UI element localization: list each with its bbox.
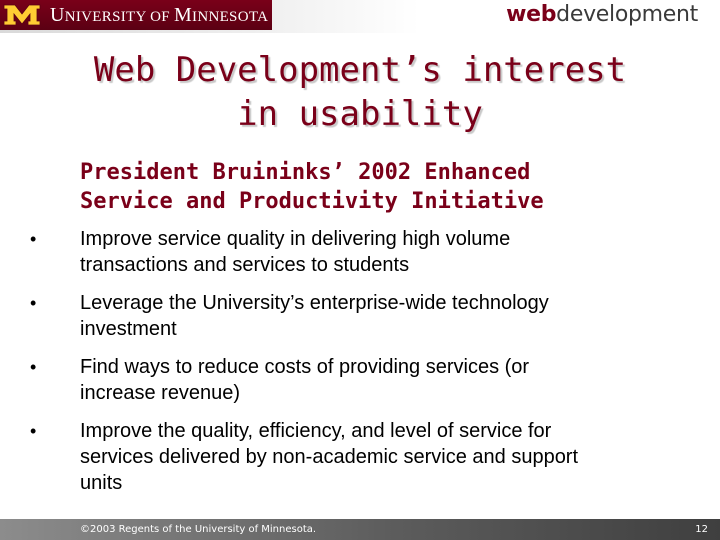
brand-development-text: development <box>556 2 698 27</box>
page-number: 12 <box>695 524 708 535</box>
bullet-text-line: transactions and services to students <box>80 254 410 276</box>
bullet-text-line: increase revenue) <box>80 382 241 404</box>
block-m-icon <box>3 4 41 26</box>
bullet-text-line: services delivered by non-academic service and support <box>80 446 579 468</box>
bullet-dot-icon: • <box>30 357 37 377</box>
slide-subtitle-line-2: Service and Productivity Initiative <box>80 189 544 214</box>
bullet-item <box>28 354 698 406</box>
bullet-text-line: units <box>80 472 123 494</box>
bullet-item <box>28 418 698 496</box>
slide-header <box>0 0 720 33</box>
university-logo <box>0 0 272 30</box>
bullet-list <box>28 226 698 508</box>
copyright-text: ©2003 Regents of the University of Minnesota. <box>80 524 317 535</box>
bullet-dot-icon: • <box>30 421 37 441</box>
bullet-dot-icon: • <box>30 293 37 313</box>
brand-web-text: web <box>506 2 557 27</box>
university-name-part-2: INNESOTA <box>192 9 269 25</box>
slide-subtitle-line-1: President Bruininks’ 2002 Enhanced <box>80 160 531 185</box>
slide-title-line-2: in usability <box>237 94 483 134</box>
slide-title-line-1: Web Development’s interest <box>93 50 627 90</box>
university-name-initial-m: M <box>173 4 193 26</box>
bullet-text-line: Improve service quality in delivering high volume <box>80 228 511 250</box>
bullet-item <box>28 290 698 342</box>
bullet-item <box>28 226 698 278</box>
bullet-text-line: Find ways to reduce costs of providing services (or <box>80 356 530 378</box>
university-name <box>50 4 268 28</box>
university-name-initial-u: U <box>50 4 65 26</box>
bullet-text-line: investment <box>80 318 177 340</box>
slide-subtitle <box>80 158 680 216</box>
bullet-dot-icon: • <box>30 229 37 249</box>
bullet-text-line: Improve the quality, efficiency, and level of service for <box>80 420 552 442</box>
web-development-brand <box>506 2 698 28</box>
slide-title <box>60 48 660 136</box>
slide-footer <box>0 519 720 540</box>
bullet-text-line: Leverage the University’s enterprise-wide technology <box>80 292 549 314</box>
university-name-part-1: NIVERSITY OF <box>64 9 174 25</box>
